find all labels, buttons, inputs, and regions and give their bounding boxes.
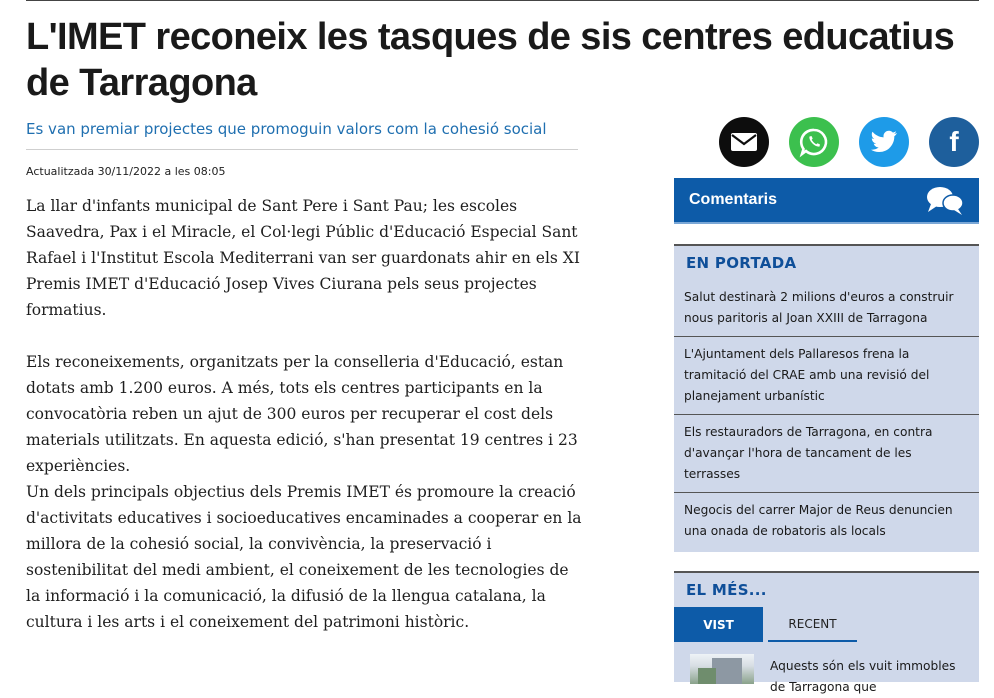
- comments-label: Comentaris: [689, 191, 778, 208]
- tab-recent[interactable]: RECENT: [768, 607, 857, 642]
- el-mes-box: [674, 571, 979, 694]
- en-portada-box: [674, 244, 979, 552]
- whatsapp-icon: [799, 127, 829, 157]
- share-twitter-button[interactable]: [859, 117, 909, 167]
- share-email-button[interactable]: [719, 117, 769, 167]
- en-portada-title: EN PORTADA: [686, 254, 797, 272]
- portada-news-item[interactable]: Els restauradors de Tarragona, en contra d'avançar l'hora de tancament de les terrasses: [674, 415, 979, 493]
- article-subhead: Es van premiar projectes que promoguin valors com la cohesió social: [26, 119, 578, 150]
- article-paragraph: Un dels principals objectius dels Premis IMET és promoure la creació d'activitats educatives i socioeducatives encaminades a cooperar en la millora de la cohesió social, la convivència, la preservació i sostenibilitat del medi ambient, el coneixement de les tecnologies de la informació i la comunicació, la difusió de la llengua catalana, la cultura i les arts i el coneixement del patrimoni històric.: [26, 483, 582, 631]
- article-paragraph: La llar d'infants municipal de Sant Pere i Sant Pau; les escoles Saavedra, Pax i el Miracle, el Col·legi Públic d'Educació Especial Sant Rafael i l'Institut Escola Mediterrani van ser guardonats ahir en els XI Premis IMET d'Educació Josep Vives Ciurana pels seus projectes formatius.: [26, 197, 580, 319]
- thumbnail-tree: [698, 668, 716, 684]
- portada-news-item[interactable]: Salut destinarà 2 milions d'euros a construir nous paritoris al Joan XXIII de Tarragona: [674, 280, 979, 337]
- portada-news-item[interactable]: L'Ajuntament dels Pallaresos frena la tramitació del CRAE amb una revisió del planejament urbanístic: [674, 337, 979, 415]
- share-whatsapp-button[interactable]: [789, 117, 839, 167]
- el-mes-tabs: [674, 607, 979, 642]
- facebook-f-icon: f: [949, 126, 959, 157]
- el-mes-title: EL MÉS...: [686, 581, 767, 599]
- top-rule: [26, 0, 979, 1]
- envelope-icon: [730, 132, 758, 152]
- share-facebook-button[interactable]: [929, 117, 979, 167]
- el-mes-news-item[interactable]: Aquests són els vuit immobles de Tarragona que: [770, 659, 956, 694]
- thumbnail-building: [712, 658, 742, 684]
- article-thumbnail[interactable]: [690, 654, 754, 684]
- comments-bar[interactable]: [674, 178, 979, 224]
- portada-news-item[interactable]: Negocis del carrer Major de Reus denuncien una onada de robatoris als locals: [674, 493, 979, 549]
- article-body: [26, 193, 582, 635]
- twitter-bird-icon: [870, 130, 898, 154]
- article-headline: L'IMET reconeix les tasques de sis centres educatius de Tarragona: [26, 16, 955, 104]
- article-updated-date: Actualitzada 30/11/2022 a les 08:05: [26, 165, 226, 178]
- article-paragraph: Els reconeixements, organitzats per la conselleria d'Educació, estan dotats amb 1.200 euros. A més, tots els centres participants en la convocatòria reben un ajut de 300 euros per recuperar el cost dels materials utilitzats. En aquesta edició, s'han presentat 19 centres i 23 experiències.: [26, 353, 578, 475]
- tab-vist[interactable]: VIST: [674, 607, 763, 642]
- speech-bubbles-icon: [925, 185, 965, 217]
